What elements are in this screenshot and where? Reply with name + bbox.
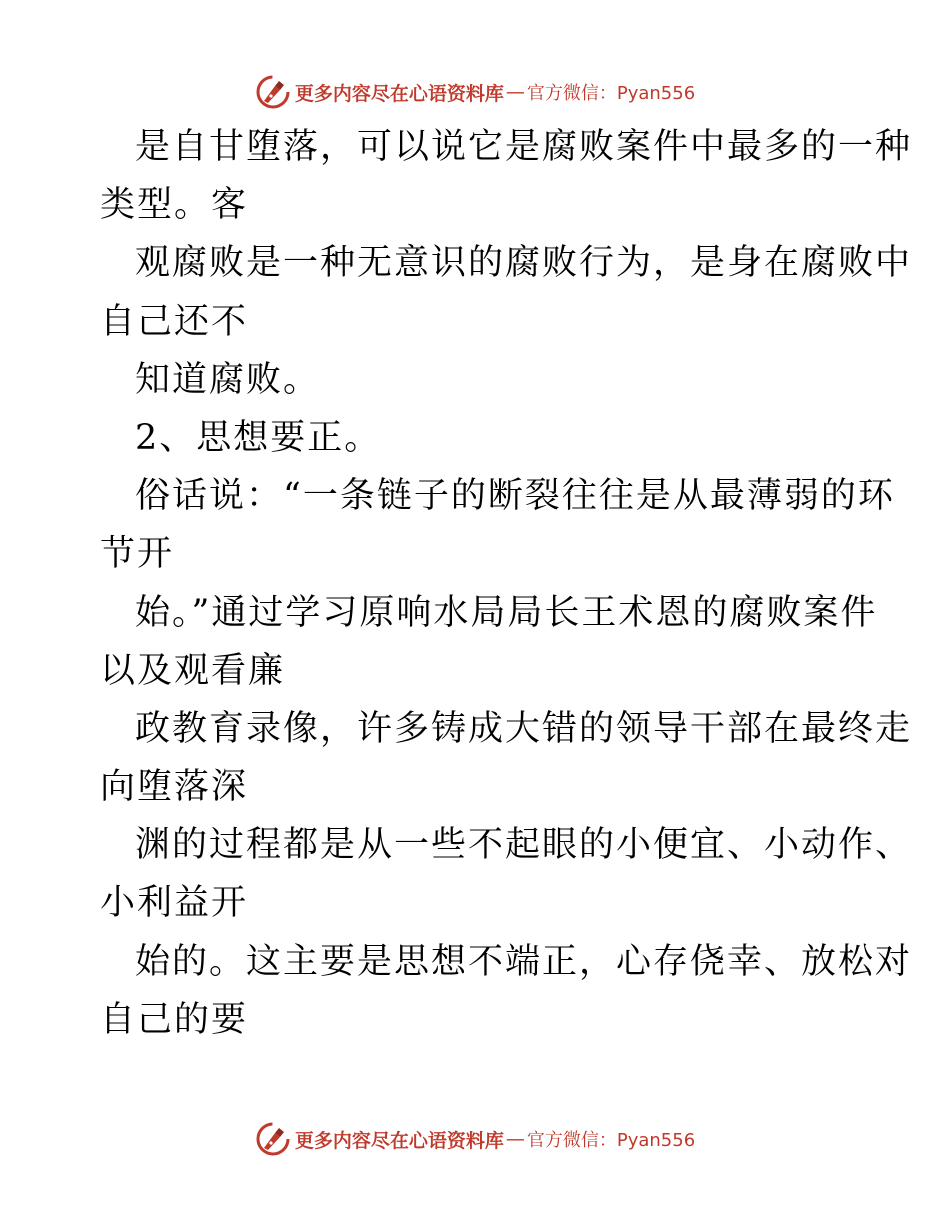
text-line: 观腐败是一种无意识的腐败行为，是身在腐败中 — [135, 243, 913, 284]
footer-banner — [0, 1117, 950, 1161]
banner-wechat: 官方微信：Pyan556 — [526, 83, 696, 104]
text-line: 小利益开 — [100, 883, 249, 924]
text-line: 自己的要 — [100, 999, 249, 1040]
pen-nib-logo-icon — [255, 74, 291, 110]
banner-separator: — — [505, 81, 525, 103]
banner-wechat: 官方微信：Pyan556 — [526, 1130, 696, 1151]
text-line: 向堕落深 — [100, 767, 249, 808]
banner-title: 更多内容尽在心语资料库 — [294, 82, 504, 105]
text-line: 自己还不 — [100, 301, 249, 342]
text-line: 以及观看廉 — [100, 650, 286, 691]
header-banner — [0, 70, 950, 114]
text-line: 节开 — [100, 534, 175, 575]
text-line: 知道腐败。 — [135, 359, 321, 400]
document-body — [100, 118, 913, 1049]
text-line: 始。”通过学习原响水局局长王术恩的腐败案件 — [135, 592, 878, 633]
text-line: 类型。客 — [100, 185, 249, 226]
banner-separator: — — [505, 1128, 525, 1150]
text-line: 俗话说：“一条链子的断裂往往是从最薄弱的环 — [135, 476, 895, 517]
banner-title: 更多内容尽在心语资料库 — [294, 1129, 504, 1152]
text-line: 始的。这主要是思想不端正，心存侥幸、放松对 — [135, 941, 913, 982]
text-line: 政教育录像，许多铸成大错的领导干部在最终走 — [135, 708, 913, 749]
pen-nib-logo-icon — [255, 1121, 291, 1157]
text-line: 是自甘堕落，可以说它是腐败案件中最多的一种 — [135, 127, 913, 167]
section-heading: 2、思想要正。 — [135, 417, 382, 458]
text-line: 渊的过程都是从一些不起眼的小便宜、小动作、 — [135, 825, 913, 866]
